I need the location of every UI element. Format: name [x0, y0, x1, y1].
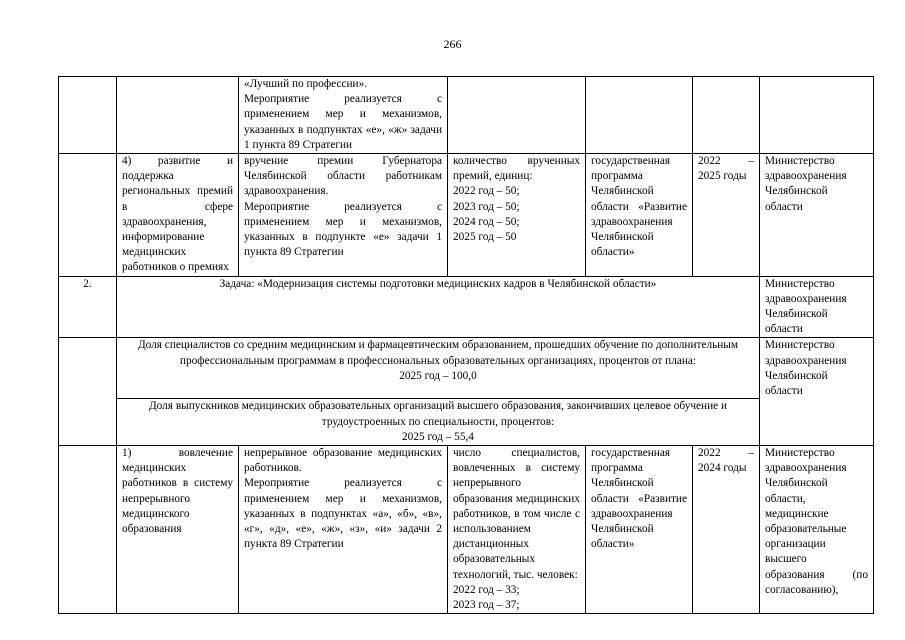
cell-empty: [117, 77, 239, 154]
cell-empty: [448, 77, 586, 154]
table-row-target1: [59, 338, 874, 399]
period-cell: 2022 – 2025 годы: [693, 154, 760, 277]
executor-cell: Министерство здравоохранения Челябинской области, медицинские образовательные организации высшего образования (по согласованию),: [760, 446, 874, 614]
executor-cell: Министерство здравоохранения Челябинской области: [760, 276, 874, 338]
cell-empty: [59, 77, 117, 154]
strategy-table: [58, 76, 874, 614]
executor-cell: Министерство здравоохранения Челябинской области: [760, 338, 874, 446]
table-row-top: [59, 77, 874, 154]
measure-cell: вручение премии Губернатора Челябинской области работникам здравоохранения. Мероприятие реализуется с применением мер и механизмов, указанных в подпункте «е» задачи 1 пункта 89 Стратегии: [239, 154, 448, 277]
executor-cell: Министерство здравоохранения Челябинской области: [760, 154, 874, 277]
table-row-premii: [59, 154, 874, 277]
page-number: 266: [443, 37, 462, 51]
measure-cell: «Лучший по профессии». Мероприятие реализуется с применением мер и механизмов, указанных в подпунктах «е», «ж» задачи 1 пункта 89 Стратегии: [239, 77, 448, 154]
cell-empty: [693, 77, 760, 154]
direction-cell: 4) развитие и поддержка региональных премий в сфере здравоохранения, информирование медицинских работников о премиях: [117, 154, 239, 277]
task-number: 2.: [59, 276, 117, 338]
target-indicator: [117, 399, 760, 446]
table-row-nmo: [59, 446, 874, 614]
target-indicator-text: Доля выпускников медицинских образовательных организаций высшего образования, закончивших целевое обучение и трудоустроенных по специальности, процентов:: [148, 400, 728, 428]
direction-cell: 1) вовлечение медицинских работников в систему непрерывного медицинского образования: [117, 446, 239, 614]
target-indicator-text: Доля специалистов со средним медицинским и фармацевтическим образованием, прошедших обучение по дополнительным профессиональным программам в профессиональных образовательных организациях, процентов от плана:: [137, 339, 739, 367]
indicator-cell: число специалистов, вовлеченных в систему непрерывного образования медицинских работников, в том числе с использованием дистанционных образовательных технологий, тыс. человек: 2022 год – 33; 2023 год – 37;: [448, 446, 586, 614]
measure-cell: непрерывное образование медицинских работников. Мероприятие реализуется с применением мер и механизмов, указанных в подпунктах «а», «б», «в», «г», «д», «е», «ж», «з», «и» задачи 2 пункта 89 Стратегии: [239, 446, 448, 614]
table-row-task2: [59, 276, 874, 338]
period-cell: 2022 – 2024 годы: [693, 446, 760, 614]
source-cell: государственная программа Челябинской области «Развитие здравоохранения Челябинской области»: [586, 154, 693, 277]
source-cell: государственная программа Челябинской области «Развитие здравоохранения Челябинской области»: [586, 446, 693, 614]
cell-empty: [59, 154, 117, 277]
target-indicator: [117, 338, 760, 399]
target-indicator-value: 2025 год – 55,4: [402, 430, 474, 443]
cell-empty: [760, 77, 874, 154]
target-indicator-value: 2025 год – 100,0: [399, 369, 477, 382]
cell-empty: [586, 77, 693, 154]
cell-empty: [59, 338, 117, 446]
task-title: Задача: «Модернизация системы подготовки медицинских кадров в Челябинской области»: [117, 276, 760, 338]
table-row-target2: [59, 399, 874, 446]
indicator-cell: количество врученных премий, единиц: 2022 год – 50; 2023 год – 50; 2024 год – 50; 2025 год – 50: [448, 154, 586, 277]
cell-empty: [59, 446, 117, 614]
